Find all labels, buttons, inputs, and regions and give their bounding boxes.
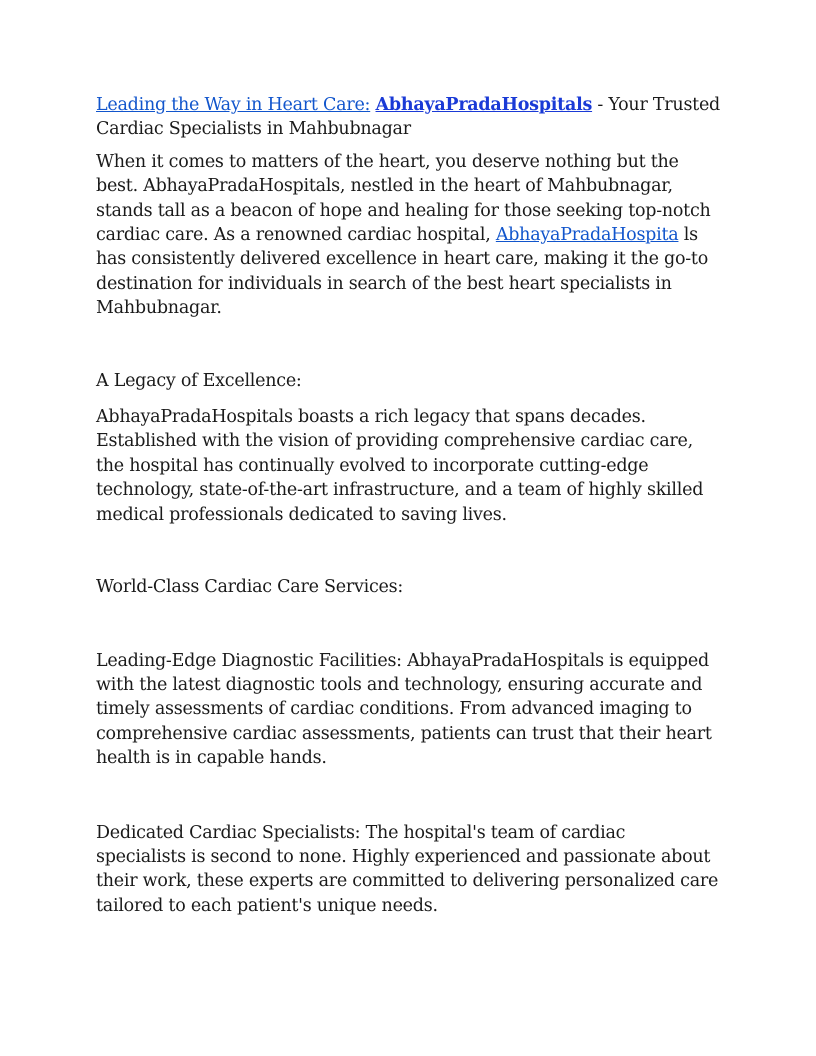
intro-hospital-link[interactable]: AbhayaPradaHospita	[495, 225, 679, 246]
title-link[interactable]: Leading the Way in Heart Care:	[96, 95, 371, 115]
intro-text-before: When it comes to matters of the heart, you deserve nothing but the best. AbhayaPradaHospitals, nestled in the heart of Mahbubnagar, stands tall as a beacon of hope and healing for those seeking top-notch cardiac care. As a renowned cardiac hospital,	[96, 151, 711, 246]
spacer	[96, 771, 720, 821]
specialists-paragraph: Dedicated Cardiac Specialists: The hospital's team of cardiac specialists is second to none. Highly experienced and passionate about their work, these experts are committed to delivering personalized care tailored to each patient's unique needs.	[96, 822, 719, 916]
brand-link[interactable]: AbhayaPradaHospitals	[375, 95, 593, 115]
title-rest: - Your Trusted Cardiac Specialists in Mahbubnagar	[96, 95, 721, 140]
spacer	[96, 600, 720, 649]
diagnostic-paragraph: Leading-Edge Diagnostic Facilities: AbhayaPradaHospitals is equipped with the latest diagnostic tools and technology, ensuring accurate and timely assessments of cardiac conditions. From advanced imaging to comprehensive cardiac assessments, patients can trust that their heart health is in capable hands.	[96, 650, 712, 769]
document-title	[96, 93, 720, 142]
legacy-paragraph: AbhayaPradaHospitals boasts a rich legacy that spans decades. Established with the vision of providing comprehensive cardiac care, the hospital has continually evolved to incorporate cutting-edge technology, state-of-the-art infrastructure, and a team of highly skilled medical professionals dedicated to saving lives.	[96, 407, 704, 525]
intro-text-after: ls has consistently delivered excellence in heart care, making it the go-to destination for individuals in search of the best heart specialists in Mahbubnagar.	[96, 225, 708, 319]
services-heading: World-Class Cardiac Care Services:	[96, 577, 403, 598]
spacer	[96, 321, 720, 369]
document-page	[96, 93, 720, 918]
intro-paragraph	[96, 150, 720, 321]
spacer	[96, 527, 720, 575]
legacy-heading: A Legacy of Excellence:	[96, 370, 302, 391]
